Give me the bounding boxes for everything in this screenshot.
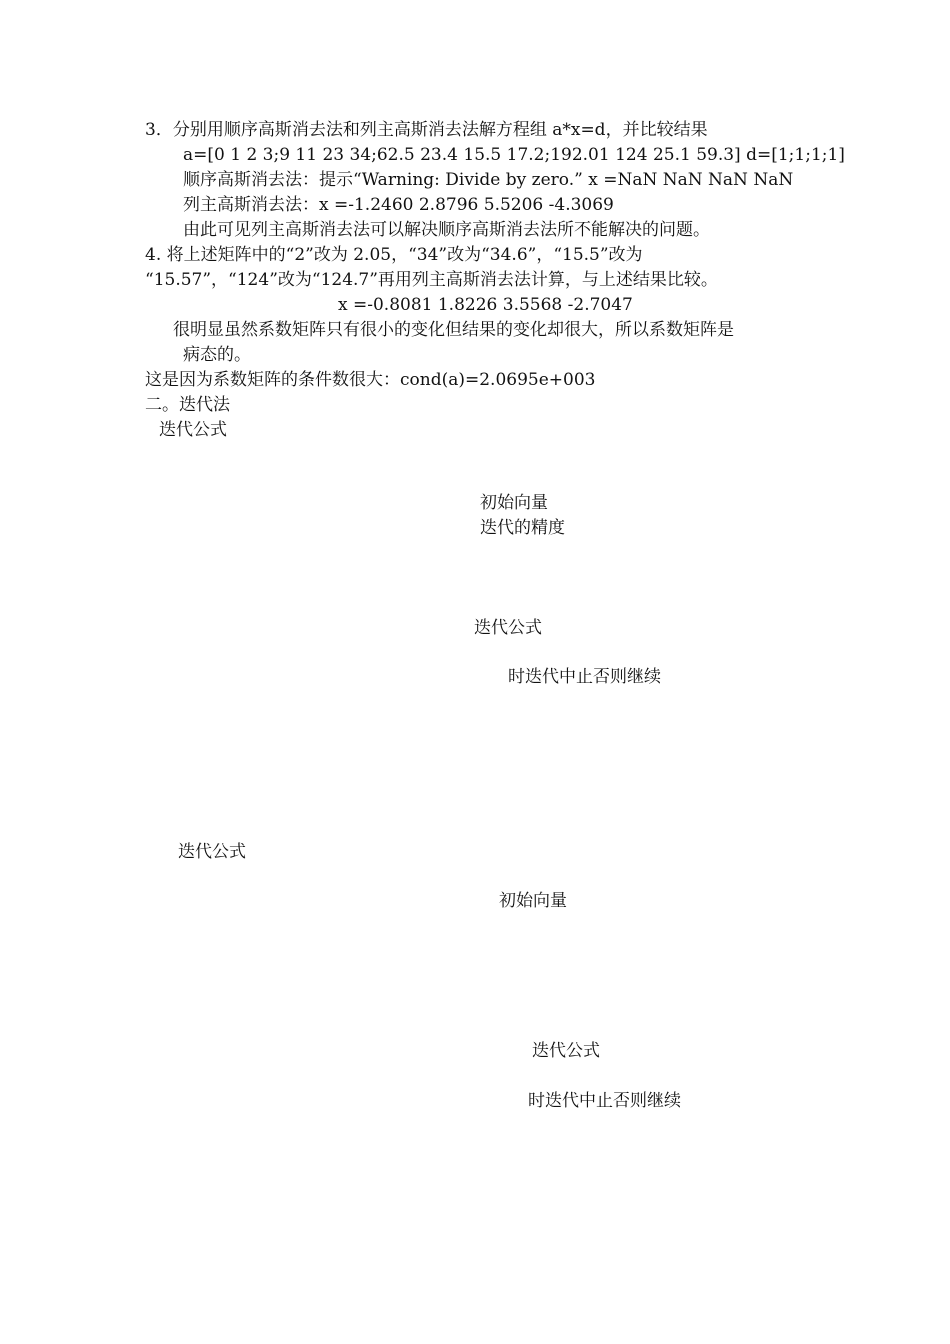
matrix-definition: a=[0 1 2 3;9 11 23 34;62.5 23.4 15.5 17.2;192.01 124 25.1 59.3] d=[1;1;1;1]	[183, 145, 845, 165]
section3-heading: 3．分别用顺序高斯消去法和列主高斯消去法解方程组 a*x=d，并比较结果	[145, 120, 708, 140]
iteration-formula-label: 迭代公式	[159, 420, 227, 440]
section4-result: x =-0.8081 1.8226 3.5568 -2.7047	[338, 295, 633, 315]
section4-heading-line1: 4. 将上述矩阵中的“2”改为 2.05，“34”改为“34.6”，“15.5”改为	[145, 245, 643, 265]
section4-remark-line2: 病态的。	[183, 345, 251, 365]
iteration-formula-label-3: 迭代公式	[178, 842, 246, 862]
initial-vector-label: 初始向量	[480, 493, 548, 513]
sequential-gauss-result: 顺序高斯消去法：提示“Warning: Divide by zero.” x =NaN NaN NaN NaN	[183, 170, 794, 190]
section3-conclusion: 由此可见列主高斯消去法可以解决顺序高斯消去法所不能解决的问题。	[183, 220, 710, 240]
pivot-gauss-result: 列主高斯消去法：x =-1.2460 2.8796 5.5206 -4.3069	[183, 195, 614, 215]
iteration-stop-note: 时迭代中止否则继续	[508, 667, 661, 687]
initial-vector-label-2: 初始向量	[499, 891, 567, 911]
iteration-precision-label: 迭代的精度	[480, 518, 565, 538]
iteration-section-title: 二。迭代法	[145, 395, 230, 415]
section4-remark-line1: 很明显虽然系数矩阵只有很小的变化但结果的变化却很大，所以系数矩阵是	[173, 320, 734, 340]
iteration-formula-label-4: 迭代公式	[532, 1041, 600, 1061]
iteration-formula-label-2: 迭代公式	[474, 618, 542, 638]
iteration-stop-note-2: 时迭代中止否则继续	[528, 1091, 681, 1111]
condition-number-line: 这是因为系数矩阵的条件数很大：cond(a)=2.0695e+003	[145, 370, 596, 390]
section4-heading-line2: “15.57”，“124”改为“124.7”再用列主高斯消去法计算，与上述结果比较。	[145, 270, 718, 290]
